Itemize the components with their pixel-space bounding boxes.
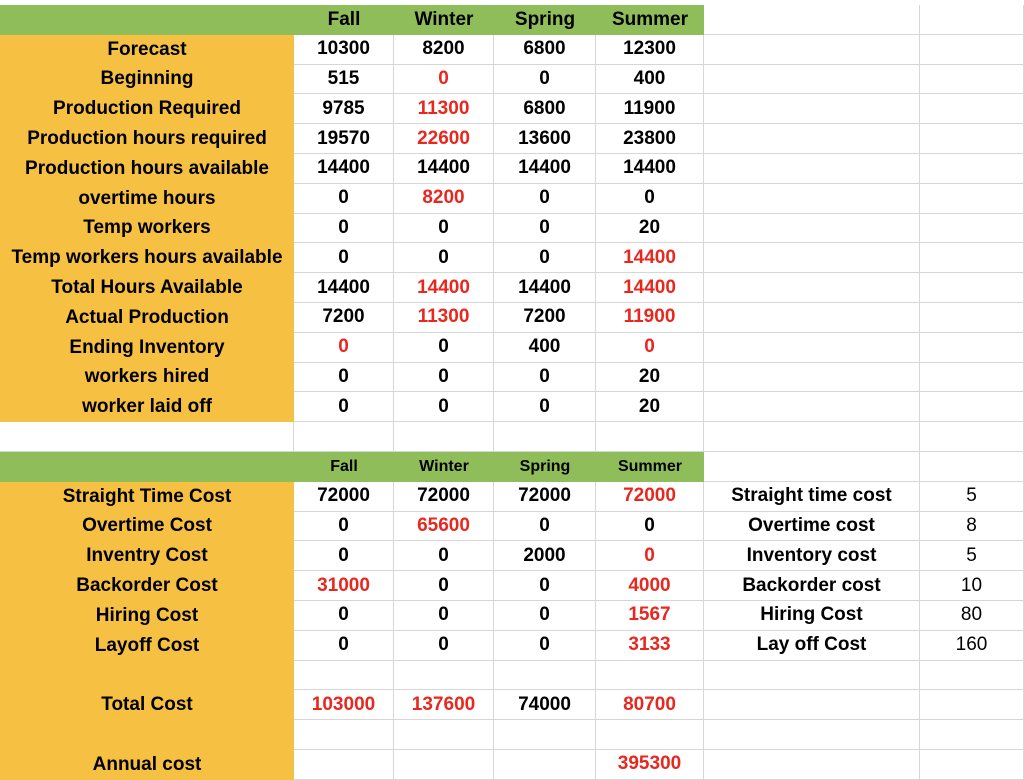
row-label[interactable]: Ending Inventory [0, 333, 294, 363]
empty-cell[interactable] [294, 422, 394, 452]
value-cell[interactable]: 14400 [596, 243, 704, 273]
empty-cell[interactable] [704, 243, 920, 273]
unit-cost-value[interactable]: 8 [920, 512, 1024, 542]
value-cell[interactable]: 0 [294, 392, 394, 422]
empty-cell[interactable] [494, 661, 596, 691]
empty-cell[interactable] [494, 422, 596, 452]
unit-cost-value[interactable]: 5 [920, 541, 1024, 571]
cost-label[interactable]: Overtime Cost [0, 512, 294, 542]
value-cell[interactable]: 11900 [596, 303, 704, 333]
label-blank-cell[interactable] [0, 720, 294, 750]
empty-cell[interactable] [920, 333, 1024, 363]
cost-value-cell[interactable]: 0 [394, 541, 494, 571]
value-cell[interactable]: 9785 [294, 94, 394, 124]
cost-header-spring[interactable]: Spring [494, 452, 596, 482]
value-cell[interactable]: 0 [494, 243, 596, 273]
unit-cost-value[interactable]: 160 [920, 631, 1024, 661]
empty-cell[interactable] [920, 720, 1024, 750]
empty-cell[interactable] [704, 661, 920, 691]
empty-cell[interactable] [704, 124, 920, 154]
cost-value-cell[interactable]: 0 [494, 601, 596, 631]
row-label[interactable]: Production Required [0, 94, 294, 124]
unit-cost-value[interactable]: 80 [920, 601, 1024, 631]
cost-label[interactable]: Inventry Cost [0, 541, 294, 571]
empty-cell[interactable] [704, 184, 920, 214]
empty-cell[interactable] [704, 720, 920, 750]
value-cell[interactable]: 14400 [596, 154, 704, 184]
empty-cell[interactable] [704, 452, 920, 482]
empty-cell[interactable] [920, 214, 1024, 244]
value-cell[interactable]: 12300 [596, 35, 704, 65]
value-cell[interactable]: 7200 [294, 303, 394, 333]
value-cell[interactable]: 19570 [294, 124, 394, 154]
cost-value-cell[interactable]: 1567 [596, 601, 704, 631]
season-header-fall[interactable]: Fall [294, 5, 394, 35]
value-cell[interactable]: 20 [596, 392, 704, 422]
cost-label[interactable]: Layoff Cost [0, 631, 294, 661]
value-cell[interactable]: 7200 [494, 303, 596, 333]
cost-value-cell[interactable]: 0 [494, 571, 596, 601]
row-label[interactable]: workers hired [0, 363, 294, 393]
empty-cell[interactable] [920, 35, 1024, 65]
empty-cell[interactable] [704, 750, 920, 780]
empty-cell[interactable] [394, 750, 494, 780]
value-cell[interactable]: 14400 [394, 154, 494, 184]
row-label[interactable]: Actual Production [0, 303, 294, 333]
unit-cost-label[interactable]: Lay off Cost [704, 631, 920, 661]
empty-cell[interactable] [394, 422, 494, 452]
cost-value-cell[interactable]: 0 [294, 541, 394, 571]
value-cell[interactable]: 0 [294, 184, 394, 214]
value-cell[interactable]: 0 [294, 214, 394, 244]
unit-cost-label[interactable]: Backorder cost [704, 571, 920, 601]
empty-cell[interactable] [920, 273, 1024, 303]
empty-cell[interactable] [920, 243, 1024, 273]
value-cell[interactable]: 400 [596, 65, 704, 95]
value-cell[interactable]: 0 [494, 65, 596, 95]
value-cell[interactable]: 0 [394, 333, 494, 363]
empty-cell[interactable] [704, 154, 920, 184]
cost-value-cell[interactable]: 0 [294, 601, 394, 631]
empty-cell[interactable] [920, 392, 1024, 422]
empty-cell[interactable] [704, 303, 920, 333]
unit-cost-label[interactable]: Hiring Cost [704, 601, 920, 631]
value-cell[interactable]: 0 [394, 243, 494, 273]
total-cost-value[interactable]: 74000 [494, 690, 596, 720]
empty-cell[interactable] [596, 661, 704, 691]
empty-cell[interactable] [394, 661, 494, 691]
cost-value-cell[interactable]: 72000 [394, 482, 494, 512]
value-cell[interactable]: 8200 [394, 184, 494, 214]
empty-cell[interactable] [704, 65, 920, 95]
cost-value-cell[interactable]: 0 [294, 512, 394, 542]
cost-value-cell[interactable]: 0 [494, 631, 596, 661]
empty-cell[interactable] [494, 750, 596, 780]
cost-value-cell[interactable]: 0 [394, 571, 494, 601]
cost-value-cell[interactable]: 72000 [494, 482, 596, 512]
value-cell[interactable]: 14400 [394, 273, 494, 303]
empty-cell[interactable] [704, 363, 920, 393]
cost-value-cell[interactable]: 65600 [394, 512, 494, 542]
cost-header-fall[interactable]: Fall [294, 452, 394, 482]
empty-cell[interactable] [920, 303, 1024, 333]
empty-cell[interactable] [294, 661, 394, 691]
total-cost-value[interactable]: 103000 [294, 690, 394, 720]
empty-cell[interactable] [704, 333, 920, 363]
value-cell[interactable]: 0 [294, 243, 394, 273]
total-cost-value[interactable]: 80700 [596, 690, 704, 720]
value-cell[interactable]: 0 [596, 184, 704, 214]
empty-cell[interactable] [920, 124, 1024, 154]
unit-cost-label[interactable]: Inventory cost [704, 541, 920, 571]
label-blank-cell[interactable] [0, 661, 294, 691]
value-cell[interactable]: 14400 [494, 273, 596, 303]
value-cell[interactable]: 0 [294, 333, 394, 363]
value-cell[interactable]: 6800 [494, 94, 596, 124]
row-label[interactable]: Temp workers [0, 214, 294, 244]
empty-cell[interactable] [704, 273, 920, 303]
value-cell[interactable]: 0 [394, 392, 494, 422]
cost-value-cell[interactable]: 4000 [596, 571, 704, 601]
empty-cell[interactable] [704, 422, 920, 452]
season-header-summer[interactable]: Summer [596, 5, 704, 35]
empty-cell[interactable] [394, 720, 494, 750]
row-label[interactable]: Beginning [0, 65, 294, 95]
value-cell[interactable]: 14400 [294, 154, 394, 184]
empty-cell[interactable] [494, 720, 596, 750]
empty-cell[interactable] [920, 154, 1024, 184]
cost-value-cell[interactable]: 2000 [494, 541, 596, 571]
value-cell[interactable]: 400 [494, 333, 596, 363]
header-blank-cell[interactable] [0, 5, 294, 35]
cost-value-cell[interactable]: 3133 [596, 631, 704, 661]
value-cell[interactable]: 0 [394, 65, 494, 95]
value-cell[interactable]: 6800 [494, 35, 596, 65]
empty-cell[interactable] [920, 690, 1024, 720]
cost-header-winter[interactable]: Winter [394, 452, 494, 482]
unit-cost-label[interactable]: Straight time cost [704, 482, 920, 512]
cost-value-cell[interactable]: 0 [596, 541, 704, 571]
value-cell[interactable]: 10300 [294, 35, 394, 65]
value-cell[interactable]: 0 [494, 214, 596, 244]
empty-cell[interactable] [920, 750, 1024, 780]
value-cell[interactable]: 13600 [494, 124, 596, 154]
empty-cell[interactable] [920, 184, 1024, 214]
empty-cell[interactable] [294, 750, 394, 780]
value-cell[interactable]: 20 [596, 363, 704, 393]
empty-cell[interactable] [704, 5, 920, 35]
value-cell[interactable]: 0 [394, 363, 494, 393]
cost-label[interactable]: Hiring Cost [0, 601, 294, 631]
unit-cost-value[interactable]: 5 [920, 482, 1024, 512]
empty-cell[interactable] [704, 35, 920, 65]
empty-cell[interactable] [0, 422, 294, 452]
value-cell[interactable]: 14400 [294, 273, 394, 303]
value-cell[interactable]: 11900 [596, 94, 704, 124]
empty-cell[interactable] [294, 720, 394, 750]
value-cell[interactable]: 22600 [394, 124, 494, 154]
cost-value-cell[interactable]: 72000 [294, 482, 394, 512]
empty-cell[interactable] [920, 363, 1024, 393]
total-cost-value[interactable]: 137600 [394, 690, 494, 720]
unit-cost-label[interactable]: Overtime cost [704, 512, 920, 542]
header-blank-cell[interactable] [0, 452, 294, 482]
annual-cost-value[interactable]: 395300 [596, 750, 704, 780]
empty-cell[interactable] [704, 94, 920, 124]
row-label[interactable]: Forecast [0, 35, 294, 65]
value-cell[interactable]: 14400 [494, 154, 596, 184]
cost-value-cell[interactable]: 0 [294, 631, 394, 661]
unit-cost-value[interactable]: 10 [920, 571, 1024, 601]
cost-header-summer[interactable]: Summer [596, 452, 704, 482]
empty-cell[interactable] [596, 422, 704, 452]
empty-cell[interactable] [920, 452, 1024, 482]
value-cell[interactable]: 0 [596, 333, 704, 363]
empty-cell[interactable] [704, 214, 920, 244]
cost-value-cell[interactable]: 0 [394, 601, 494, 631]
value-cell[interactable]: 11300 [394, 94, 494, 124]
value-cell[interactable]: 14400 [596, 273, 704, 303]
cost-label[interactable]: Straight Time Cost [0, 482, 294, 512]
row-label[interactable]: Production hours required [0, 124, 294, 154]
total-cost-label[interactable]: Total Cost [0, 690, 294, 720]
empty-cell[interactable] [920, 65, 1024, 95]
value-cell[interactable]: 0 [494, 363, 596, 393]
empty-cell[interactable] [704, 690, 920, 720]
value-cell[interactable]: 0 [394, 214, 494, 244]
season-header-winter[interactable]: Winter [394, 5, 494, 35]
row-label[interactable]: Temp workers hours available [0, 243, 294, 273]
value-cell[interactable]: 515 [294, 65, 394, 95]
empty-cell[interactable] [920, 94, 1024, 124]
empty-cell[interactable] [704, 392, 920, 422]
value-cell[interactable]: 11300 [394, 303, 494, 333]
cost-label[interactable]: Backorder Cost [0, 571, 294, 601]
cost-value-cell[interactable]: 0 [394, 631, 494, 661]
cost-value-cell[interactable]: 31000 [294, 571, 394, 601]
season-header-spring[interactable]: Spring [494, 5, 596, 35]
empty-cell[interactable] [920, 422, 1024, 452]
value-cell[interactable]: 8200 [394, 35, 494, 65]
row-label[interactable]: worker laid off [0, 392, 294, 422]
empty-cell[interactable] [920, 5, 1024, 35]
cost-value-cell[interactable]: 0 [596, 512, 704, 542]
row-label[interactable]: Production hours available [0, 154, 294, 184]
value-cell[interactable]: 0 [494, 392, 596, 422]
row-label[interactable]: Total Hours Available [0, 273, 294, 303]
annual-cost-label[interactable]: Annual cost [0, 750, 294, 780]
value-cell[interactable]: 0 [294, 363, 394, 393]
value-cell[interactable]: 0 [494, 184, 596, 214]
empty-cell[interactable] [920, 661, 1024, 691]
empty-cell[interactable] [596, 720, 704, 750]
value-cell[interactable]: 23800 [596, 124, 704, 154]
value-cell[interactable]: 20 [596, 214, 704, 244]
row-label[interactable]: overtime hours [0, 184, 294, 214]
cost-value-cell[interactable]: 0 [494, 512, 596, 542]
cost-value-cell[interactable]: 72000 [596, 482, 704, 512]
